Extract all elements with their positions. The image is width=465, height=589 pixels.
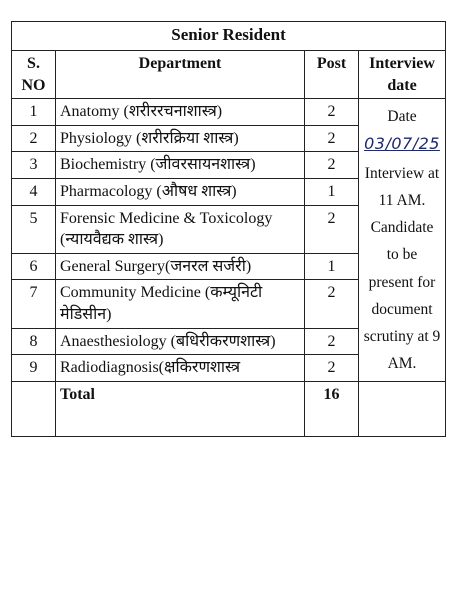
- total-label: Total: [56, 381, 305, 436]
- row-department: Physiology (शरीरक्रिया शास्त्र): [56, 125, 305, 152]
- row-department: Anaesthesiology (बधिरीकरणशास्त्र): [56, 328, 305, 355]
- row-department: Forensic Medicine & Toxicology (न्यायवैद्यक शास्त्र): [56, 205, 305, 253]
- row-sno: 5: [12, 205, 56, 253]
- interview-date-handwritten: 03/07/25: [364, 134, 440, 154]
- row-department: Pharmacology (औषध शास्त्र): [56, 178, 305, 205]
- row-post: 2: [305, 280, 359, 328]
- row-post: 2: [305, 152, 359, 179]
- row-post: 1: [305, 178, 359, 205]
- total-post: 16: [305, 381, 359, 436]
- total-row: [12, 381, 446, 436]
- total-sno-cell: [12, 381, 56, 436]
- row-post: 2: [305, 125, 359, 152]
- interview-date-cell: [359, 99, 446, 382]
- row-sno: 6: [12, 253, 56, 280]
- row-sno: 3: [12, 152, 56, 179]
- row-sno: 2: [12, 125, 56, 152]
- row-post: 2: [305, 328, 359, 355]
- row-department: Biochemistry (जीवरसायनशास्त्र): [56, 152, 305, 179]
- interview-date-label: Date: [387, 107, 417, 125]
- interview-note: Interview at 11 AM. Candidate to be present for document scrutiny at 9 AM.: [363, 165, 441, 372]
- header-interview-date: Interview date: [359, 51, 446, 99]
- header-sno: S. NO: [12, 51, 56, 99]
- row-sno: 7: [12, 280, 56, 328]
- header-department: Department: [56, 51, 305, 99]
- senior-resident-table: [11, 21, 446, 437]
- row-sno: 1: [12, 99, 56, 126]
- row-sno: 9: [12, 355, 56, 382]
- row-sno: 8: [12, 328, 56, 355]
- row-post: 2: [305, 355, 359, 382]
- row-department: General Surgery(जनरल सर्जरी): [56, 253, 305, 280]
- table-title: Senior Resident: [12, 22, 446, 51]
- row-department: Radiodiagnosis(क्षकिरणशास्त्र: [56, 355, 305, 382]
- row-post: 2: [305, 205, 359, 253]
- row-department: Community Medicine (कम्यूनिटी मेडिसीन): [56, 280, 305, 328]
- row-post: 1: [305, 253, 359, 280]
- row-sno: 4: [12, 178, 56, 205]
- row-department: Anatomy (शरीररचनाशास्त्र): [56, 99, 305, 126]
- header-post: Post: [305, 51, 359, 99]
- total-interview-cell: [359, 381, 446, 436]
- row-post: 2: [305, 99, 359, 126]
- table-row: [12, 99, 446, 126]
